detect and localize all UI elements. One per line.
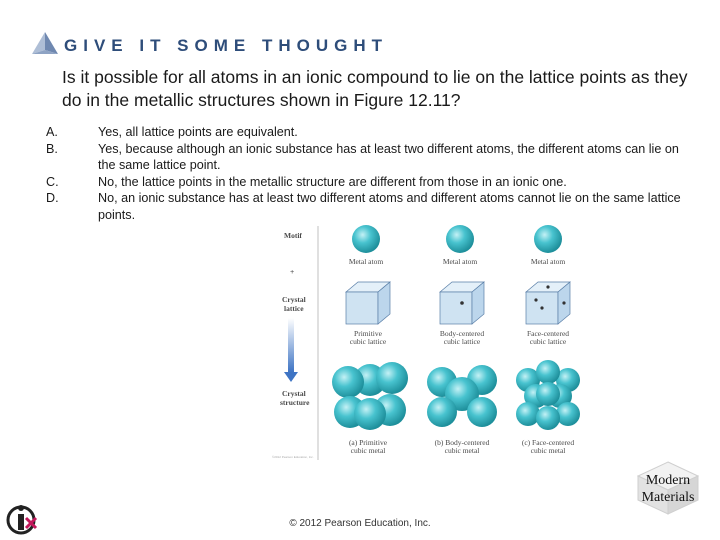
lattice-label-2b: cubic lattice bbox=[443, 337, 481, 346]
answer-letter: D. bbox=[46, 191, 59, 205]
answer-option-d[interactable] bbox=[46, 190, 686, 223]
lattice-label-2a: Body-centered bbox=[439, 329, 485, 338]
metal-label-2b: cubic metal bbox=[444, 446, 480, 455]
answer-text: Yes, all lattice points are equivalent. bbox=[98, 125, 298, 139]
face-centered-cubic-metal bbox=[516, 360, 580, 430]
svg-text:©2012 Pearson Education, Inc.: ©2012 Pearson Education, Inc. bbox=[272, 455, 314, 459]
primitive-cubic-metal bbox=[332, 362, 408, 430]
crystal-lattice-label-1: Crystal bbox=[282, 295, 306, 304]
metal-atom-label: Metal atom bbox=[348, 257, 384, 266]
question-text: Is it possible for all atoms in an ionic compound to lie on the lattice points as they do in the metallic structures shown in Figure 12.11? bbox=[62, 67, 688, 110]
answer-text: No, an ionic substance has at least two different atoms and different atoms cannot lie on the same lattice points. bbox=[98, 191, 681, 222]
answer-list bbox=[46, 124, 686, 223]
body-centered-cubic-metal bbox=[427, 365, 497, 427]
modern-materials-badge bbox=[630, 472, 706, 506]
metal-atom-label: Metal atom bbox=[442, 257, 478, 266]
crystal-structure-label-1: Crystal bbox=[282, 389, 306, 398]
crystal-structure-label-2: structure bbox=[280, 398, 310, 407]
answer-option-c[interactable] bbox=[46, 174, 686, 191]
down-arrow-head bbox=[284, 372, 298, 382]
answer-text: No, the lattice points in the metallic structure are different from those in an ionic one. bbox=[98, 174, 567, 189]
metal-atom-label: Metal atom bbox=[530, 257, 566, 266]
copyright-footer: © 2012 Pearson Education, Inc. bbox=[289, 518, 431, 529]
answer-letter: B. bbox=[46, 141, 58, 156]
answer-option-b[interactable] bbox=[46, 141, 686, 174]
metal-label-2a: (b) Body-centered bbox=[434, 438, 490, 447]
badge-line-1: Modern bbox=[645, 473, 691, 488]
answer-letter: C. bbox=[46, 174, 59, 189]
lattice-label-1a: Primitive bbox=[354, 329, 382, 338]
metal-label-1a: (a) Primitive bbox=[348, 438, 388, 447]
section-title: GIVE IT SOME THOUGHT bbox=[64, 36, 389, 55]
metal-label-1b: cubic metal bbox=[350, 446, 386, 455]
primitive-cubic-lattice bbox=[346, 282, 390, 324]
crystal-structure-figure bbox=[270, 222, 590, 466]
motif-label: Motif bbox=[284, 231, 302, 240]
metal-atom-sphere bbox=[534, 225, 562, 253]
metal-label-3b: cubic metal bbox=[530, 446, 566, 455]
crystal-lattice-label-2: lattice bbox=[284, 304, 304, 313]
lattice-label-3a: Face-centered bbox=[526, 329, 570, 338]
info-logo-icon bbox=[6, 498, 38, 536]
lattice-label-1b: cubic lattice bbox=[349, 337, 387, 346]
plus-sign: + bbox=[290, 267, 295, 276]
badge-line-2: Materials bbox=[641, 490, 695, 505]
answer-option-a[interactable] bbox=[46, 124, 686, 141]
body-centered-cubic-lattice bbox=[440, 282, 484, 324]
pyramid-icon bbox=[30, 30, 60, 56]
face-centered-cubic-lattice bbox=[526, 282, 570, 324]
answer-letter: A. bbox=[46, 125, 58, 139]
metal-atom-sphere bbox=[352, 225, 380, 253]
metal-label-3a: (c) Face-centered bbox=[521, 438, 575, 447]
down-arrow-shaft bbox=[288, 318, 294, 372]
lattice-label-3b: cubic lattice bbox=[529, 337, 567, 346]
answer-text: Yes, because although an ionic substance has at least two different atoms, the different atoms can lie on the same lattice point. bbox=[98, 141, 679, 172]
metal-atom-sphere bbox=[446, 225, 474, 253]
